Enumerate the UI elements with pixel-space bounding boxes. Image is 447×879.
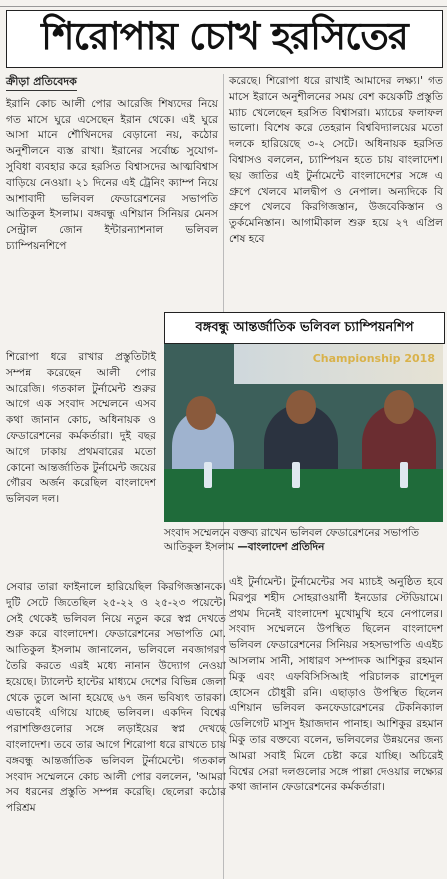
photo-block <box>164 312 443 574</box>
banner-text: Championship 2018 <box>312 352 435 365</box>
article-paragraph-4: করেছে। শিরোপা ধরে রাখাই আমাদের লক্ষ্য।' গত মাসে ইরানে অনুশীলনের সময় বেশ কয়েকটি প্রস্তুতি ম্যাচ খেলেছেন হরসিত বিশ্বাসরা। ম্যাচের ফলাফল ভালো। বিশেষ করে তেহরান বিশ্ববিদ্যালয়ের মতো দলকে হারিয়েছে ৩-২ সেটে। অধিনায়ক হরসিত বিশ্বাসও বললেন, চ্যাম্পিয়ন হতে চায় বাংলাদেশ। ছয় জাতির এই টুর্নামেন্টে বাংলাদেশের সঙ্গে এ গ্রুপে খেলবে মালদ্বীপ ও নেপাল। অন্যদিকে বি গ্রুপে খেলবে কিরগিজস্তান, উজবেকিস্তান ও তুর্কমেনিস্তান। আগামীকাল শুরু হয়ে ২৭ এপ্রিল শেষ হবে <box>229 75 443 245</box>
article-paragraph-2: শিরোপা ধরে রাখার প্রস্তুতিটাই সম্পন্ন করেছেন আলী পোর আরেজি। গতকাল টুর্নামেন্ট শুরুর আগে এক সংবাদ সম্মেলনে এসব কথা জানান কোচ, অধিনায়ক ও ফেডারেশনের কর্মকর্তারা। দুই বছর আগে ঢাকায় প্রথমবারের মতো কোনো আন্তর্জাতিক টুর্নামেন্ট জয়ের গৌরব অর্জন করেছিল বাংলাদেশ ভলিবল দল। <box>6 351 156 506</box>
person-left-head <box>186 396 216 430</box>
person-right-head <box>384 390 414 424</box>
photo-caption <box>164 526 443 554</box>
article-paragraph-1: ইরানি কোচ আলী পোর আরেজি শিষ্যদের নিয়ে গত মাসে ঘুরে এসেছেন ইরান থেকে। এই ঘুরে আসা মানে শৌখিনদের বেড়ানো নয়, কঠোর অনুশীলনে ব্যস্ত রাখা। ইরানের সর্বোচ্চ সুযোগ-সুবিধা ব্যবহার করে হরসিত বিশ্বাসদের আত্মবিশ্বাস বাড়িয়ে নেওয়া। ২১ দিনের এই ট্রেনিং ক্যাম্প নিয়ে আশাবাদী ভলিবল ফেডারেশনের সভাপতি আতিকুল ইসলাম। বঙ্গবন্ধু এশিয়ান সিনিয়র মেনস সেন্ট্রাল জোন ইন্টারন্যাশনাল ভলিবল চ্যাম্পিয়নশিপে <box>6 97 218 252</box>
press-conference-photo <box>164 344 443 522</box>
backdrop-banner <box>234 344 443 384</box>
article-paragraph-5: এই টুর্নামেন্ট। টুর্নামেন্টের সব ম্যাচই অনুষ্ঠিত হবে মিরপুর শহীদ সোহরাওয়ার্দী ইনডোর স্টেডিয়ামে। প্রথম দিনেই বাংলাদেশ মুখোমুখি হবে নেপালের। সংবাদ সম্মেলনে উপস্থিত ছিলেন বাংলাদেশ ভলিবল ফেডারেশনের সিনিয়র সহসভাপতি এএইচ আসলাম সানী, সাধারণ সম্পাদক আশিকুর রহমান মিকু এবং এফবিসিসিআই পরিচালক রাশেদুল হোসেন চৌধুরী রনি। এছাড়াও উপস্থিত ছিলেন এশিয়ান ভলিবল কনফেডারেশনের টেকনিক্যাল ডেলিগেট মাসুদ ইয়াজদান পানাহ। আশিকুর রহমান মিকু তার বক্তব্যে বলেন, ভলিবলের উন্নয়নের জন্য আমরা সবাই মিলে চেষ্টা করে যাচ্ছি। অচিরেই বিশ্বের সেরা দলগুলোর সঙ্গে পাল্লা দেওয়ার লক্ষ্যের কথা জানান ফেডারেশনের কর্মকর্তারা। <box>229 576 443 794</box>
article-paragraph-3: সেবার তারা ফাইনালে হারিয়েছিল কিরগিজস্তানকে। দুটি সেটে জিতেছিল ২৫-২২ ও ২৫-২৩ পয়েন্টে। সেই থেকেই ভলিবল নিয়ে নতুন করে স্বপ্ন দেখতে শুরু করে বাংলাদেশ। ফেডারেশনের সভাপতি মো. আতিকুল ইসলাম জানালেন, ভলিবলে নবজাগরণ তৈরি করতে এরই মধ্যে নানান উদ্যোগ নেওয়া হয়েছে। ট্যালেন্ট হান্টের মাধ্যমে দেশের বিভিন্ন জেলা থেকে তুলে আনা হয়েছে ৬৭ জন ভবিষ্যৎ তারকা। এভাবেই এগিয়ে যাচ্ছে ভলিবল। একদিন বিশ্বের পরাশক্তিগুলোর সঙ্গে লড়াইয়ের স্বপ্ন দেখছে বাংলাদেশ। তবে তার আগে শিরোপা ধরে রাখতে চায় বঙ্গবন্ধু আন্তর্জাতিক ভলিবল টুর্নামেন্টে। গতকাল সংবাদ সম্মেলনে কোচ আলী পোর বললেন, 'আমরা সব ধরনের প্রস্তুতি সম্পন্ন করেছি। ছেলেরা কঠোর পরিশ্রম <box>6 581 226 815</box>
water-bottle <box>204 462 212 488</box>
water-bottle <box>400 462 408 488</box>
caption-text: সংবাদ সম্মেলনে বক্তব্য রাখেন ভলিবল ফেডারেশনের সভাপতি আতিকুল ইসলাম <box>164 527 419 553</box>
water-bottle <box>292 462 300 488</box>
right-column-bottom <box>229 575 443 796</box>
photo-header: বঙ্গবন্ধু আন্তর্জাতিক ভলিবল চ্যাম্পিয়নশিপ <box>164 312 445 344</box>
left-column-bottom <box>6 580 226 817</box>
byline: ক্রীড়া প্রতিবেদক <box>6 74 77 91</box>
left-column-top <box>6 74 218 255</box>
top-strip <box>0 0 447 7</box>
person-center-head <box>286 390 316 424</box>
headline: শিরোপায় চোখ হরসিতের <box>6 10 443 68</box>
right-column-top <box>229 74 443 248</box>
caption-credit: —বাংলাদেশ প্রতিদিন <box>237 541 325 553</box>
left-column-middle <box>6 350 156 508</box>
